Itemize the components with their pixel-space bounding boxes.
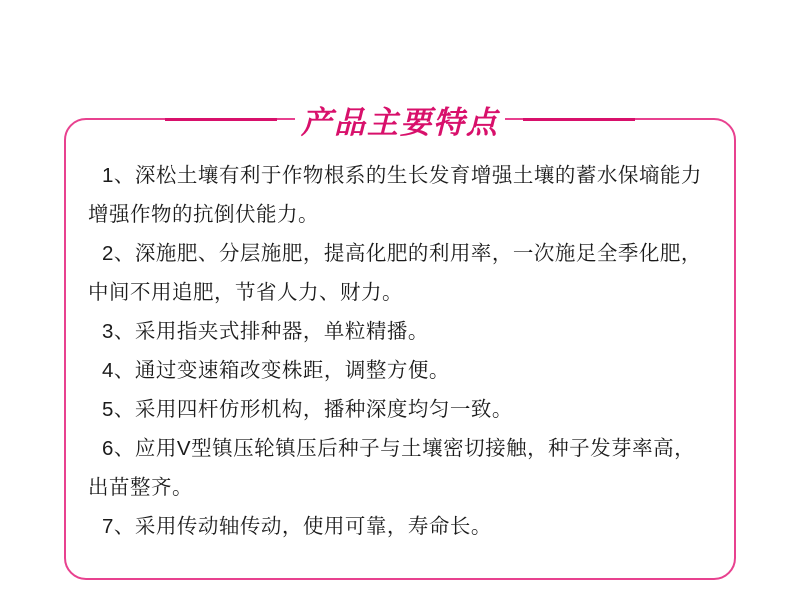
- list-item-text: 2、深施肥、分层施肥，提高化肥的利用率，一次施足全季化肥，中间不用追肥，节省人力、财力。: [88, 242, 702, 304]
- list-item: [88, 390, 716, 429]
- list-item-text: 5、采用四杆仿形机构，播种深度均匀一致。: [102, 398, 513, 421]
- title-rule-left-icon: [165, 118, 277, 121]
- list-item: [88, 429, 716, 507]
- title-rule-right-icon: [523, 118, 635, 121]
- content-panel: [64, 118, 736, 580]
- list-item-text: 1、深松土壤有利于作物根系的生长发育增强土壤的蓄水保墒能力增强作物的抗倒伏能力。: [88, 164, 702, 226]
- page-title: 产品主要特点: [295, 97, 505, 142]
- list-item-text: 4、通过变速箱改变株距，调整方便。: [102, 359, 450, 382]
- list-item: [88, 507, 716, 546]
- list-item: [88, 234, 716, 312]
- list-item: [88, 156, 716, 234]
- list-item-text: 3、采用指夹式排种器，单粒精播。: [102, 320, 429, 343]
- list-item-text: 6、应用V型镇压轮镇压后种子与土壤密切接触，种子发芽率高，出苗整齐。: [88, 437, 696, 499]
- feature-list: [88, 156, 716, 546]
- list-item: [88, 312, 716, 351]
- title-bar: [0, 95, 800, 143]
- list-item: [88, 351, 716, 390]
- list-item-text: 7、采用传动轴传动，使用可靠，寿命长。: [102, 515, 492, 538]
